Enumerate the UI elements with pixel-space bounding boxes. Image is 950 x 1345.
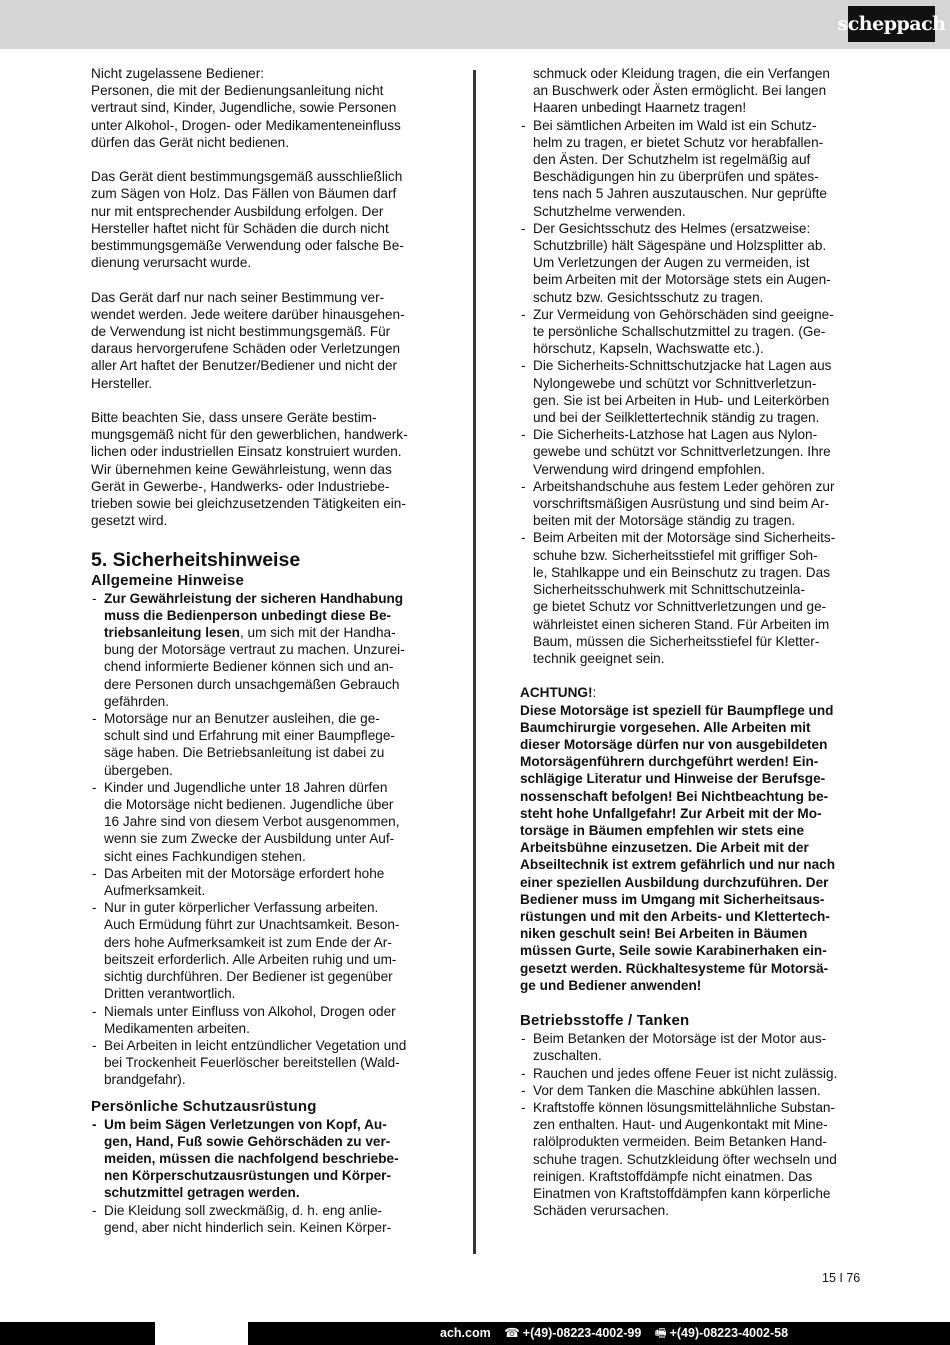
text-line: lichen oder industriellen Einsatz konstruiert wurden. (91, 444, 402, 460)
list-item (91, 590, 431, 710)
paragraph-intended-use (91, 168, 431, 271)
text-line: zen enthalten. Haut- und Augenkontakt mit Mine- (533, 1117, 828, 1133)
text-line: Nicht zugelassene Bediener: (91, 66, 265, 81)
footer-fax: +(49)-08223-4002-58 (669, 1326, 789, 1340)
fuels-list (520, 1030, 862, 1219)
text-line: Beim Arbeiten mit der Motorsäge sind Sicherheits- (533, 530, 836, 546)
text-line: Diese Motorsäge ist speziell für Baumpflege und (520, 702, 834, 718)
text-line: gend, aber nicht hinderlich sein. Keinen Körper- (104, 1219, 392, 1235)
text-line: gesetzt wird. (91, 513, 168, 529)
text-line: torsäge in Bäumen empfehlen wir stets eine (520, 822, 805, 838)
text-line: währleistet einen sicheren Stand. Für Arbeiten im (533, 616, 830, 632)
text-line: Personen, die mit der Bedienungsanleitung nicht (91, 83, 384, 99)
text-line: den Ästen. Der Schutzhelm ist regelmäßig auf (533, 152, 811, 168)
text-line: schuhe tragen. Schutzkleidung öfter wechseln und (533, 1151, 837, 1167)
text-line: de Verwendung ist nicht bestimmungsgemäß. Für (91, 324, 391, 340)
text-line: niken geschult sein! Bei Arbeiten in Bäumen (520, 926, 808, 942)
left-column (91, 65, 431, 1236)
text-line: Hersteller haftet nicht für Schäden die durch nicht (91, 220, 389, 236)
text-line: , um sich mit der Handha- (239, 625, 396, 641)
text-line: Beim Betanken der Motorsäge ist der Motor aus- (533, 1031, 827, 1047)
text-line: beiten mit der Motorsäge ständig zu tragen. (533, 513, 796, 529)
subheading-protective-equipment: Persönliche Schutzausrüstung (91, 1097, 317, 1115)
text-line: reinigen. Kraftstoffdämpfe nicht einatmen. Das (533, 1168, 813, 1184)
text-line: daraus hervorgerufene Schäden oder Verletzungen (91, 341, 401, 357)
text-line: Bei sämtlichen Arbeiten im Wald ist ein Schutz- (533, 117, 817, 133)
text-line: Gerät in Gewerbe-, Handwerks- oder Industriebe- (91, 478, 390, 494)
text-line: Medikamenten arbeiten. (104, 1020, 250, 1036)
protective-equipment-list-cont (520, 117, 862, 668)
list-item (91, 1037, 431, 1089)
text-line: sicht eines Fachkundigen stehen. (104, 848, 306, 864)
text-line: sichtig durchführen. Der Bediener ist gegenüber (104, 969, 393, 985)
text-line: Schutzbrille) hält Sägespäne und Holzsplitter ab. (533, 238, 827, 254)
text-line: Bitte beachten Sie, dass unsere Geräte bestim- (91, 410, 377, 426)
list-item (520, 117, 862, 220)
text-line: Zur Vermeidung von Gehörschäden sind geeigne- (533, 306, 834, 322)
footer-web: ach.com (440, 1326, 491, 1340)
text-line: trieben sowie bei gleichzusetzenden Tätigkeiten ein- (91, 496, 406, 512)
text-line: Haaren unbedingt Haarnetz tragen! (533, 100, 747, 116)
right-column (520, 65, 862, 1219)
text-line: Motorsägenführern durchgeführt werden! Ein- (520, 754, 819, 770)
text-line: aller Art haftet der Benutzer/Bediener und nicht der (91, 358, 398, 374)
text-line: gen, Hand, Fuß sowie Gehörschäden zu ver- (104, 1133, 391, 1149)
list-item (91, 1116, 431, 1202)
text-line: Schutzhelme verwenden. (533, 203, 686, 219)
text-line: gesetzt werden. Rückhaltesysteme für Motorsä- (520, 960, 829, 976)
text-line: nur mit entsprechender Ausbildung erfolgen. Der (91, 203, 384, 219)
text-line: Der Gesichtsschutz des Helmes (ersatzweise: (533, 220, 811, 236)
text-line: zum Sägen von Holz. Das Fällen von Bäumen darf (91, 186, 397, 202)
text-line: schult sind und Erfahrung mit einer Baumpflege- (104, 728, 395, 744)
text-line: Das Gerät dient bestimmungsgemäß ausschließlich (91, 169, 403, 185)
text-line: ders hohe Aufmerksamkeit ist zum Ende der Ar- (104, 934, 392, 950)
paragraph-commercial-use (91, 409, 431, 529)
text-line: ge bietet Schutz vor Schnittverletzungen und ge- (533, 599, 827, 615)
text-line: Kinder und Jugendliche unter 18 Jahren dürfen (104, 779, 388, 795)
text-line: Bei Arbeiten in leicht entzündlicher Vegetation und (104, 1037, 407, 1053)
list-item (520, 357, 862, 426)
text-line: Um beim Sägen Verletzungen von Kopf, Au- (104, 1116, 387, 1132)
page-number: 15 I 76 (822, 1271, 861, 1285)
text-line: schlägige Literatur und Hinweise der Berufsge- (520, 771, 826, 787)
text-line: bung der Motorsäge vertraut zu machen. Unzurei- (104, 642, 405, 658)
warning-label: ACHTUNG! (520, 685, 593, 701)
warning-text (520, 702, 862, 994)
continued-text (520, 65, 862, 117)
paragraph-usage-liability (91, 289, 431, 392)
text-line: Schäden verursachen. (533, 1203, 670, 1219)
list-item (91, 779, 431, 865)
text-line: schuhe bzw. Sicherheitsstiefel mit griffiger Soh- (533, 547, 818, 563)
text-line: Die Sicherheits-Schnittschutzjacke hat Lagen aus (533, 358, 832, 374)
fax-icon: 🖷 (654, 1326, 667, 1340)
text-line: technik geeignet sein. (533, 650, 665, 666)
list-item (91, 1003, 431, 1037)
text-line: Wir übernehmen keine Gewährleistung, wenn das (91, 461, 392, 477)
text-line: vertraut sind, Kinder, Jugendliche, sowie Personen (91, 100, 397, 116)
footer-phone: +(49)-08223-4002-99 (522, 1326, 642, 1340)
text-line: an Buschwerk oder Ästen ermöglicht. Bei langen (533, 83, 827, 99)
text-line: bestimmungsgemäße Verwendung oder falsche Be- (91, 238, 404, 254)
text-line: beitszeit erforderlich. Alle Arbeiten ruhig und um- (104, 951, 397, 967)
text-line: Nylongewebe und schützt vor Schnittverletzun- (533, 375, 817, 391)
text-line: dienung verursacht wurde. (91, 255, 252, 271)
text-line: die Motorsäge nicht bedienen. Jugendliche über (104, 797, 394, 813)
text-line: Kraftstoffe können lösungsmittelähnliche Substan- (533, 1099, 836, 1115)
text-line: Abseiltechnik ist extrem gefährlich und nur nach (520, 857, 835, 873)
text-line: Niemals unter Einfluss von Alkohol, Drogen oder (104, 1003, 396, 1019)
text-line: Motorsäge nur an Benutzer ausleihen, die ge- (104, 711, 380, 727)
protective-equipment-list (91, 1116, 431, 1236)
text-line: tens nach 5 Jahren auszutauschen. Nur geprüfte (533, 186, 827, 202)
list-item (520, 1099, 862, 1219)
text-line: Auch Ermüdung führt zur Unachtsamkeit. Beson- (104, 917, 400, 933)
list-item (91, 899, 431, 1002)
text-line: ralölprodukten vermeiden. Beim Betanken Hand- (533, 1134, 827, 1150)
text-line: Baum, müssen die Sicherheitsstiefel für Kletter- (533, 633, 820, 649)
warning-colon: : (592, 685, 597, 701)
list-item (520, 1030, 862, 1064)
list-item (520, 306, 862, 358)
text-line: le, Stahlkappe und ein Beinschutz zu tragen. Das (533, 564, 830, 580)
text-line: bei Trockenheit Feuerlöscher bereitstellen (Wald- (104, 1055, 400, 1071)
text-line: steht hohe Unfallgefahr! Zur Arbeit mit der Mo- (520, 805, 822, 821)
list-item (520, 220, 862, 306)
text-line: mungsgemäß nicht für den gewerblichen, handwerk- (91, 427, 408, 443)
text-line: Verwendung wird dringend empfohlen. (533, 461, 766, 477)
warning-block (520, 684, 862, 994)
text-line: Das Gerät darf nur nach seiner Bestimmung ver- (91, 289, 385, 305)
text-line: beim Arbeiten mit der Motorsäge stets ein Augen- (533, 272, 831, 288)
text-line: nen Körperschutzausrüstungen und Körper- (104, 1168, 391, 1184)
text-line: schutz bzw. Gesichtsschutz zu tragen. (533, 289, 764, 305)
section-title: 5. Sicherheitshinweise (91, 548, 301, 571)
text-line: Rauchen und jedes offene Feuer ist nicht zulässig. (533, 1065, 838, 1081)
text-line: rüstungen und mit den Arbeits- und Klettertech- (520, 908, 830, 924)
text-line: einer speziellen Ausbildung durchzuführen. Der (520, 874, 829, 890)
text-line: muss die Bedienperson unbedingt diese Be- (104, 607, 392, 623)
list-item (520, 1065, 862, 1082)
footer-bar (0, 1322, 950, 1345)
phone-icon: ☎ (504, 1326, 520, 1340)
text-line: gen. Sie ist bei Arbeiten in Hub- und Leiterkörben (533, 392, 830, 408)
text-line: Einatmen von Kraftstoffdämpfen kann körperliche (533, 1185, 831, 1201)
text-line: Vor dem Tanken die Maschine abkühlen lassen. (533, 1082, 821, 1098)
list-item (520, 478, 862, 530)
text-line: schmuck oder Kleidung tragen, die ein Verfangen (533, 66, 830, 81)
text-line: Das Arbeiten mit der Motorsäge erfordert hohe (104, 865, 385, 881)
text-line: chend informierte Bediener können sich und an- (104, 659, 394, 675)
text-line: dürfen das Gerät nicht bedienen. (91, 134, 289, 150)
text-line: Sicherheitsschuhwerk mit Schnittschutzeinla- (533, 582, 805, 598)
text-line: ge und Bediener anwenden! (520, 977, 702, 993)
header-bar (0, 0, 950, 49)
text-line: brandgefahr). (104, 1072, 186, 1088)
text-line: dieser Motorsäge dürfen nur von ausgebildeten (520, 736, 828, 752)
text-line: 16 Jahre sind von diesem Verbot ausgenommen, (104, 814, 400, 830)
text-line: Zur Gewährleistung der sicheren Handhabung (104, 590, 404, 606)
text-line: dere Personen durch unsachgemäßen Gebrauch (104, 676, 400, 692)
text-line: Um Verletzungen der Augen zu vermeiden, ist (533, 255, 810, 271)
text-line: triebsanleitung lesen (104, 625, 240, 641)
text-line: Aufmerksamkeit. (104, 883, 206, 899)
subheading-fuels: Betriebsstoffe / Tanken (520, 1012, 690, 1030)
column-divider (473, 70, 476, 1254)
text-line: te persönliche Schallschutzmittel zu tragen. (Ge- (533, 324, 826, 340)
text-line: wenn sie zum Zwecke der Ausbildung unter Auf- (104, 831, 395, 847)
text-line: Arbeitsbühne einzusetzen. Die Arbeit mit der (520, 840, 809, 856)
text-line: nossenschaft befolgen! Bei Nichtbeachtung be- (520, 788, 829, 804)
text-line: Baumchirurgie vorgesehen. Alle Arbeiten mit (520, 719, 811, 735)
text-line: gewebe und schützt vor Schnittverletzungen. Ihre (533, 444, 831, 460)
text-line: Arbeitshandschuhe aus festem Leder gehören zur (533, 478, 835, 494)
text-line: vorschriftsmäßigen Ausrüstung und sind beim Ar- (533, 496, 830, 512)
text-line: helm zu tragen, er bietet Schutz vor herabfallen- (533, 134, 824, 150)
footer-white-block (155, 1322, 248, 1345)
text-line: wendet werden. Jede weitere darüber hinausgehen- (91, 306, 405, 322)
text-line: säge haben. Die Betriebsanleitung ist dabei zu (104, 745, 385, 761)
text-line: Nur in guter körperlicher Verfassung arbeiten. (104, 900, 379, 916)
brand-logo: scheppach (848, 6, 935, 42)
text-line: gefährden. (104, 693, 170, 709)
text-line: und bei der Seilklettertechnik ständig zu tragen. (533, 410, 820, 426)
list-item (91, 865, 431, 899)
text-line: Beschädigungen hin zu überprüfen und spätes- (533, 169, 819, 185)
text-line: unter Alkohol-, Drogen- oder Medikamenteneinfluss (91, 117, 401, 133)
list-item (520, 426, 862, 478)
text-line: Die Sicherheits-Latzhose hat Lagen aus Nylon- (533, 427, 818, 443)
subheading-general: Allgemeine Hinweise (91, 571, 245, 589)
footer-contact (440, 1324, 788, 1343)
text-line: zuschalten. (533, 1048, 602, 1064)
list-item (520, 1082, 862, 1099)
text-line: meiden, müssen die nachfolgend beschriebe- (104, 1150, 399, 1166)
general-notes-list (91, 590, 431, 1089)
text-line: Hersteller. (91, 375, 153, 391)
text-line: müssen Gurte, Seile sowie Karabinerhaken ein- (520, 943, 827, 959)
text-line: hörschutz, Kapseln, Wachswatte etc.). (533, 341, 764, 357)
text-line: übergeben. (104, 762, 173, 778)
list-item (91, 1202, 431, 1236)
text-line: Bediener muss im Umgang mit Sicherheitsaus- (520, 891, 825, 907)
text-line: Dritten verantwortlich. (104, 986, 236, 1002)
text-line: schutzmittel getragen werden. (104, 1185, 300, 1201)
list-item (520, 529, 862, 667)
list-item (91, 710, 431, 779)
paragraph-unauthorized-operators (91, 65, 431, 151)
text-line: Die Kleidung soll zweckmäßig, d. h. eng anlie- (104, 1202, 383, 1218)
